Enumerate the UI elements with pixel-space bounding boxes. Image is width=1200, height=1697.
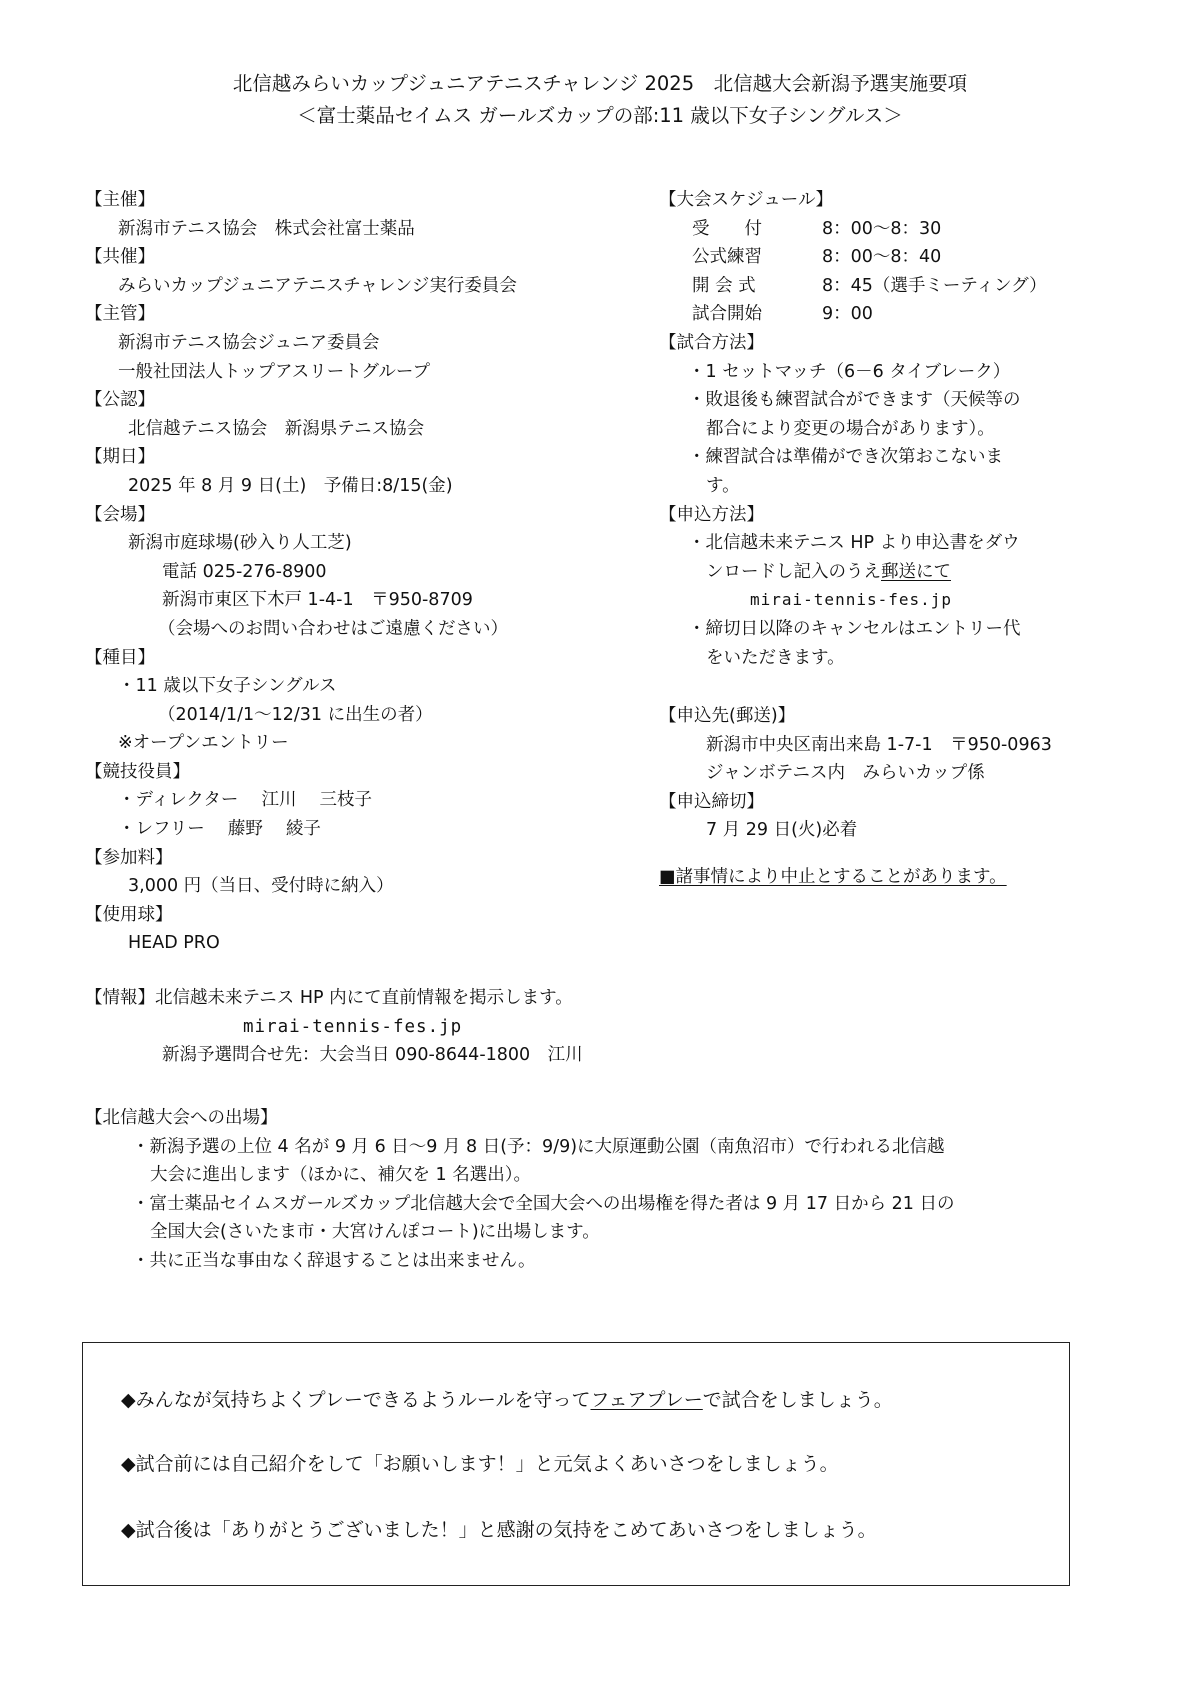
schedule-row bbox=[662, 243, 1132, 272]
date-text: 2025 年 8 月 9 日(土) 予備日:8/15(金) bbox=[128, 475, 453, 496]
dest-heading: 【申込先(郵送)】 bbox=[659, 706, 796, 727]
management-text-1: 新潟市テニス協会ジュニア委員会 bbox=[118, 332, 380, 353]
info-section bbox=[85, 984, 1138, 1070]
event-birth: （2014/1/1～12/31 に出生の者） bbox=[158, 704, 433, 725]
info-line: 【情報】北信越未来テニス HP 内にて直前情報を掲示します。 bbox=[85, 988, 573, 1008]
match-heading: 【試合方法】 bbox=[659, 332, 764, 353]
fairplay-underline: フェアプレー bbox=[590, 1389, 703, 1411]
apply-line-1: ・北信越未来テニス HP より申込書をダウ bbox=[688, 533, 1020, 554]
event-open-entry: ※オープンエントリー bbox=[118, 733, 289, 754]
schedule-row bbox=[662, 272, 1132, 301]
schedule-key: 試合開始 bbox=[692, 304, 762, 325]
fairplay-line-1 bbox=[121, 1385, 893, 1412]
venue-phone: 電話 025-276-8900 bbox=[162, 561, 327, 582]
officials-referee: ・レフリー 藤野 綾子 bbox=[118, 819, 321, 840]
fee-heading: 【参加料】 bbox=[85, 847, 173, 868]
hokushin-line-5: ・共に正当な事由なく辞退することは出来ません。 bbox=[132, 1250, 536, 1271]
match-format: ・1 セットマッチ（6－6 タイブレーク） bbox=[688, 361, 1011, 382]
date-heading: 【期日】 bbox=[85, 447, 155, 468]
apply-line-2-text: ンロードし記入のうえ bbox=[706, 561, 881, 582]
hokushin-line-1: ・新潟予選の上位 4 名が 9 月 6 日～9 月 8 日(予：9/9)に大原運動公園（南魚沼市）で行われる北信越 bbox=[132, 1136, 945, 1157]
hokushin-line-3: ・富士薬品セイムスガールズカップ北信越大会で全国大会への出場権を得た者は 9 月 17 日から 21 日の bbox=[132, 1193, 955, 1214]
dest-office: ジャンボテニス内 みらいカップ係 bbox=[706, 763, 985, 784]
left-column bbox=[85, 186, 648, 958]
hokushin-section bbox=[85, 1104, 1138, 1276]
schedule-key: 受 付 bbox=[692, 218, 762, 239]
venue-note: （会場へのお問い合わせはご遠慮ください） bbox=[158, 618, 508, 639]
spacer bbox=[662, 672, 1132, 702]
schedule-value: 8：45（選手ミーティング） bbox=[822, 275, 1047, 296]
officials-heading: 【競技役員】 bbox=[85, 761, 190, 782]
match-practice-3: ・練習試合は準備ができ次第おこないま bbox=[688, 447, 1003, 468]
venue-name: 新潟市庭球場(砂入り人工芝) bbox=[128, 533, 352, 554]
cosponsor-text: みらいカップジュニアテニスチャレンジ実行委員会 bbox=[118, 275, 517, 296]
cancellation-notice: ■諸事情により中止とすることがあります。 bbox=[659, 867, 1007, 888]
schedule-value: 9：00 bbox=[822, 304, 873, 325]
document-subtitle: ＜富士薬品セイムス ガールズカップの部:11 歳以下女子シングルス＞ bbox=[297, 104, 903, 127]
schedule-key: 公式練習 bbox=[692, 247, 762, 268]
apply-heading: 【申込方法】 bbox=[659, 504, 764, 525]
apply-mail-underline: 郵送にて bbox=[881, 561, 951, 582]
document-title: 北信越みらいカップジュニアテニスチャレンジ 2025 北信越大会新潟予選実施要項 bbox=[232, 72, 968, 95]
schedule-row bbox=[662, 300, 1132, 329]
fairplay-line-1-post: で試合をしましょう。 bbox=[702, 1389, 893, 1411]
venue-heading: 【会場】 bbox=[85, 504, 155, 525]
info-contact: 新潟予選問合せ先：大会当日 090-8644-1800 江川 bbox=[162, 1045, 583, 1066]
event-heading: 【種目】 bbox=[85, 647, 155, 668]
schedule-value: 8：00～8：40 bbox=[822, 247, 942, 268]
official-text: 北信越テニス協会 新潟県テニス協会 bbox=[128, 418, 425, 439]
fairplay-box bbox=[82, 1342, 1070, 1586]
match-practice-4: す。 bbox=[706, 475, 740, 496]
management-text-2: 一般社団法人トップアスリートグループ bbox=[118, 361, 431, 382]
hokushin-line-4: 全国大会(さいたま市・大宮けんぽコート)に出場します。 bbox=[150, 1222, 600, 1243]
management-heading: 【主管】 bbox=[85, 304, 155, 325]
schedule-value: 8：00～8：30 bbox=[822, 218, 942, 239]
event-item: ・11 歳以下女子シングルス bbox=[118, 676, 337, 697]
schedule-row bbox=[662, 215, 1132, 244]
spacer bbox=[662, 845, 1132, 863]
match-practice-2: 都合により変更の場合があります）。 bbox=[706, 418, 995, 439]
official-heading: 【公認】 bbox=[85, 390, 155, 411]
ball-heading: 【使用球】 bbox=[85, 904, 173, 925]
right-column bbox=[659, 186, 1132, 892]
fairplay-line-1-pre: ◆みんなが気持ちよくプレーできるようルールを守って bbox=[121, 1389, 591, 1411]
fee-text: 3,000 円（当日、受付時に納入） bbox=[128, 876, 394, 897]
match-practice-1: ・敗退後も練習試合ができます（天候等の bbox=[688, 390, 1021, 411]
hokushin-heading: 【北信越大会への出場】 bbox=[85, 1108, 278, 1128]
dest-address: 新潟市中央区南出来島 1-7-1 〒950-0963 bbox=[706, 734, 1052, 755]
info-url[interactable]: mirai-tennis-fes.jp bbox=[243, 1016, 463, 1037]
schedule-key: 開 会 式 bbox=[692, 275, 756, 296]
venue-address: 新潟市東区下木戸 1-4-1 〒950-8709 bbox=[162, 590, 473, 611]
deadline-text: 7 月 29 日(火)必着 bbox=[706, 820, 858, 841]
apply-line-2 bbox=[662, 558, 1132, 587]
hokushin-line-2: 大会に進出します（ほかに、補欠を 1 名選出）。 bbox=[150, 1165, 532, 1186]
fairplay-line-2: ◆試合前には自己紹介をして「お願いします！」と元気よくあいさつをしましょう。 bbox=[121, 1453, 839, 1475]
organizer-heading: 【主催】 bbox=[85, 190, 155, 210]
fairplay-line-3: ◆試合後は「ありがとうございました！」と感謝の気持をこめてあいさつをしましょう。 bbox=[121, 1519, 877, 1541]
cosponsor-heading: 【共催】 bbox=[85, 247, 155, 268]
organizer-text: 新潟市テニス協会 株式会社富士薬品 bbox=[118, 218, 415, 239]
ball-text: HEAD PRO bbox=[128, 933, 220, 954]
apply-line-5: をいただきます。 bbox=[706, 647, 845, 668]
schedule-heading: 【大会スケジュール】 bbox=[659, 190, 833, 210]
apply-line-4: ・締切日以降のキャンセルはエントリー代 bbox=[688, 618, 1021, 639]
deadline-heading: 【申込締切】 bbox=[659, 791, 764, 812]
officials-director: ・ディレクター 江川 三枝子 bbox=[118, 790, 373, 811]
apply-url[interactable]: mirai-tennis-fes.jp bbox=[750, 590, 953, 610]
